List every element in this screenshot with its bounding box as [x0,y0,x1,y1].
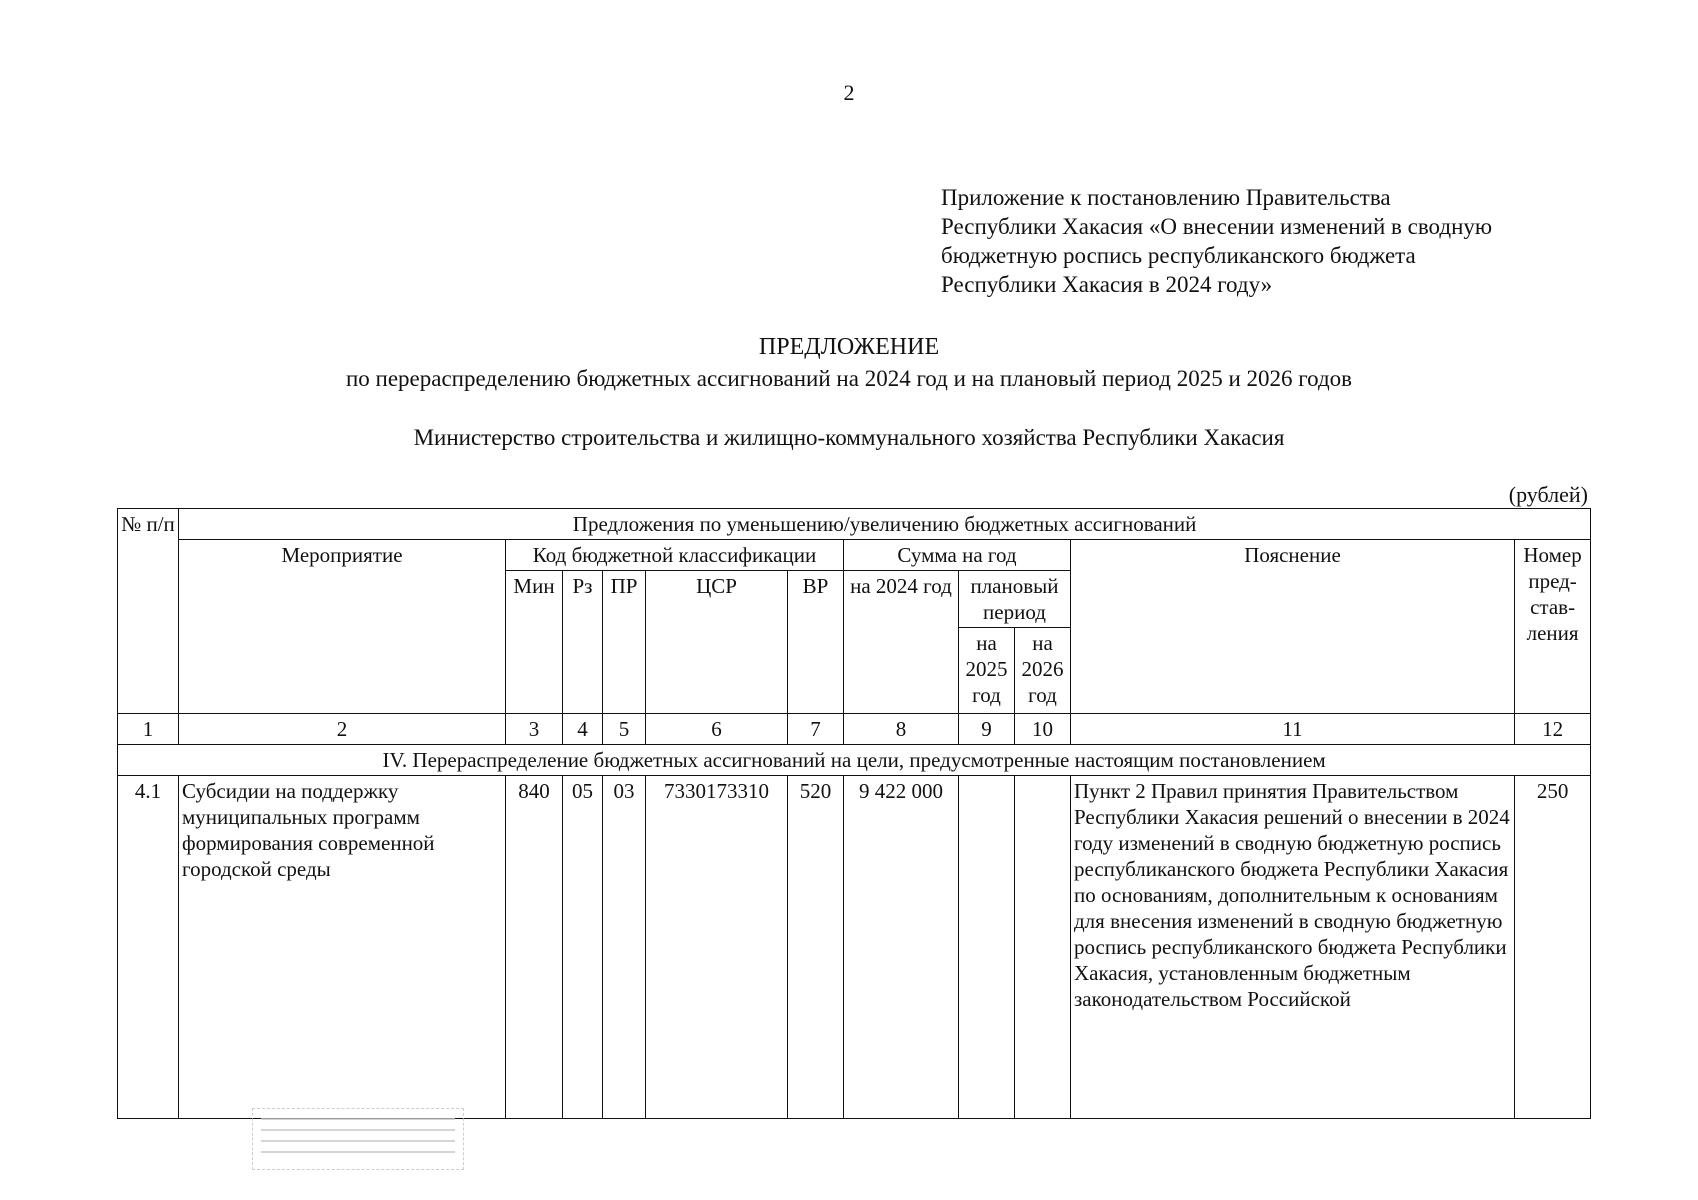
header-min: Мин [506,571,563,714]
row-submission-no: 250 [1515,776,1591,1119]
header-planned-period: плановый период [959,571,1071,628]
row-num: 4.1 [118,776,179,1119]
column-number: 11 [1071,714,1515,745]
units-label: (рублей) [1508,482,1588,507]
row-vr: 520 [788,776,844,1119]
row-min: 840 [506,776,563,1119]
column-number: 6 [646,714,788,745]
column-number: 10 [1015,714,1071,745]
column-number: 8 [844,714,959,745]
row-csr: 7330173310 [646,776,788,1119]
row-explanation: Пункт 2 Правил принятия Правительством Республики Хакасия решений о внесении в 2024 году изменений в сводную бюджетную роспись республиканского бюджета Республики Хакасия по основаниям, дополнительным к основаниям для внесения изменений в сводную бюджетную роспись республиканского бюджета Республики Хакасия, установленным бюджетным законодательством Российской [1071,776,1515,1119]
row-event: Субсидии на поддержку муниципальных программ формирования современной городской среды [179,776,506,1119]
column-number: 9 [959,714,1015,745]
header-vr: ВР [788,571,844,714]
ministry-name: Министерство строительства и жилищно-коммунального хозяйства Республики Хакасия [413,425,1285,450]
column-number-row [118,714,1591,745]
header-code-group: Код бюджетной классификации [506,540,844,571]
column-number: 2 [179,714,506,745]
document-title: ПРЕДЛОЖЕНИЕ [758,334,940,360]
appendix-line: Республики Хакасия «О внесении изменений в сводную [941,214,1493,239]
table-row [118,776,1591,1119]
column-number: 4 [563,714,603,745]
column-number: 3 [506,714,563,745]
appendix-note [941,183,1641,299]
header-proposals: Предложения по уменьшению/увеличению бюджетных ассигнований [179,509,1591,540]
header-event: Мероприятие [179,540,506,714]
faded-stamp-image [252,1108,464,1170]
row-amount-2026 [1015,776,1071,1119]
header-year-2026: на 2026 год [1015,628,1071,714]
appendix-line: бюджетную роспись республиканского бюджета [941,243,1416,268]
header-rz: Рз [563,571,603,714]
section-row [118,745,1591,776]
row-rz: 05 [563,776,603,1119]
header-sum-group: Сумма на год [844,540,1071,571]
column-number: 7 [788,714,844,745]
budget-table [117,508,1591,1119]
document-subtitle: по перераспределению бюджетных ассигнований на 2024 год и на плановый период 2025 и 2026 годов [345,366,1353,391]
appendix-line: Республики Хакасия в 2024 году» [941,272,1273,297]
header-num: № п/п [118,509,179,714]
appendix-line: Приложение к постановлению Правительства [941,185,1391,210]
header-year-2024: на 2024 год [844,571,959,714]
header-csr: ЦСР [646,571,788,714]
row-pr: 03 [603,776,646,1119]
page-number: 2 [843,80,855,105]
header-submission-no: Номер пред-став-ления [1515,540,1591,714]
header-pr: ПР [603,571,646,714]
column-number: 5 [603,714,646,745]
column-number: 1 [118,714,179,745]
row-amount-2025 [959,776,1015,1119]
row-amount-2024: 9 422 000 [844,776,959,1119]
column-number: 12 [1515,714,1591,745]
header-explanation: Пояснение [1071,540,1515,714]
header-year-2025: на 2025 год [959,628,1015,714]
section-title: IV. Перераспределение бюджетных ассигнований на цели, предусмотренные настоящим постановлением [118,745,1591,776]
